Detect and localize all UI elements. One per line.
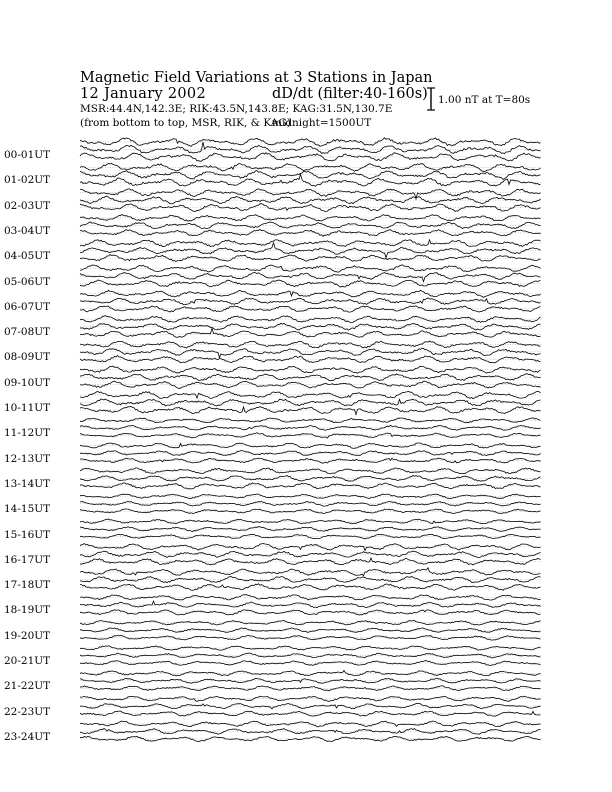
- hour-label: 16-17UT: [4, 553, 51, 566]
- hour-label: 13-14UT: [4, 477, 51, 490]
- trace-line: [80, 729, 541, 735]
- hour-label: 18-19UT: [4, 604, 51, 617]
- hour-label: 19-20UT: [4, 629, 51, 642]
- trace-line: [80, 273, 541, 282]
- trace-line: [80, 558, 541, 565]
- hour-label: 08-09UT: [4, 351, 51, 364]
- hour-label: 14-15UT: [4, 503, 51, 516]
- trace-line: [80, 721, 541, 727]
- trace-line: [80, 222, 541, 229]
- station-coordinates: MSR:44.4N,142.3E; RIK:43.5N,143.8E; KAG:31.5N,130.7E: [80, 103, 393, 115]
- chart-date: 12 January 2002: [80, 86, 206, 102]
- trace-line: [80, 328, 541, 337]
- trace-line: [80, 646, 541, 650]
- hour-label: 00-01UT: [4, 149, 51, 161]
- hour-label: 17-18UT: [4, 579, 51, 592]
- trace-line: [80, 696, 541, 701]
- hour-label: 21-22UT: [4, 680, 51, 693]
- scale-label: 1.00 nT at T=80s: [438, 94, 531, 106]
- hour-label: 12-13UT: [4, 452, 51, 465]
- hour-label: 05-06UT: [4, 275, 51, 288]
- trace-line: [80, 196, 541, 204]
- trace-line: [80, 316, 541, 323]
- hour-label: 03-04UT: [4, 224, 51, 237]
- hour-label: 11-12UT: [4, 427, 51, 440]
- hour-label: 02-03UT: [4, 199, 51, 212]
- series-order-note: (from bottom to top, MSR, RIK, & KAG): [80, 117, 291, 129]
- trace-line: [80, 280, 541, 287]
- hour-label: 06-07UT: [4, 300, 51, 313]
- trace-line: [80, 189, 541, 199]
- trace-line: [80, 215, 541, 222]
- hour-label: 23-24UT: [4, 730, 51, 743]
- midnight-note: midnight=1500UT: [272, 117, 372, 129]
- hour-label: 22-23UT: [4, 705, 51, 718]
- trace-line: [80, 601, 541, 608]
- hour-label: 04-05UT: [4, 250, 51, 263]
- chart-title: Magnetic Field Variations at 3 Stations in Japan: [80, 70, 433, 86]
- trace-line: [80, 356, 541, 363]
- hour-label: 20-21UT: [4, 655, 51, 667]
- hour-label: 10-11UT: [4, 402, 51, 414]
- hour-label: 07-08UT: [4, 326, 51, 339]
- hour-label: 01-02UT: [4, 174, 51, 187]
- hour-label: 15-16UT: [4, 528, 51, 541]
- trace-line: [80, 142, 541, 154]
- trace-line: [80, 407, 541, 415]
- hour-label: 09-10UT: [4, 376, 51, 389]
- trace-line: [80, 348, 541, 358]
- trace-line: [80, 568, 541, 576]
- chart-quantity: dD/dt (filter:40-160s): [272, 86, 428, 102]
- trace-line: [80, 544, 541, 551]
